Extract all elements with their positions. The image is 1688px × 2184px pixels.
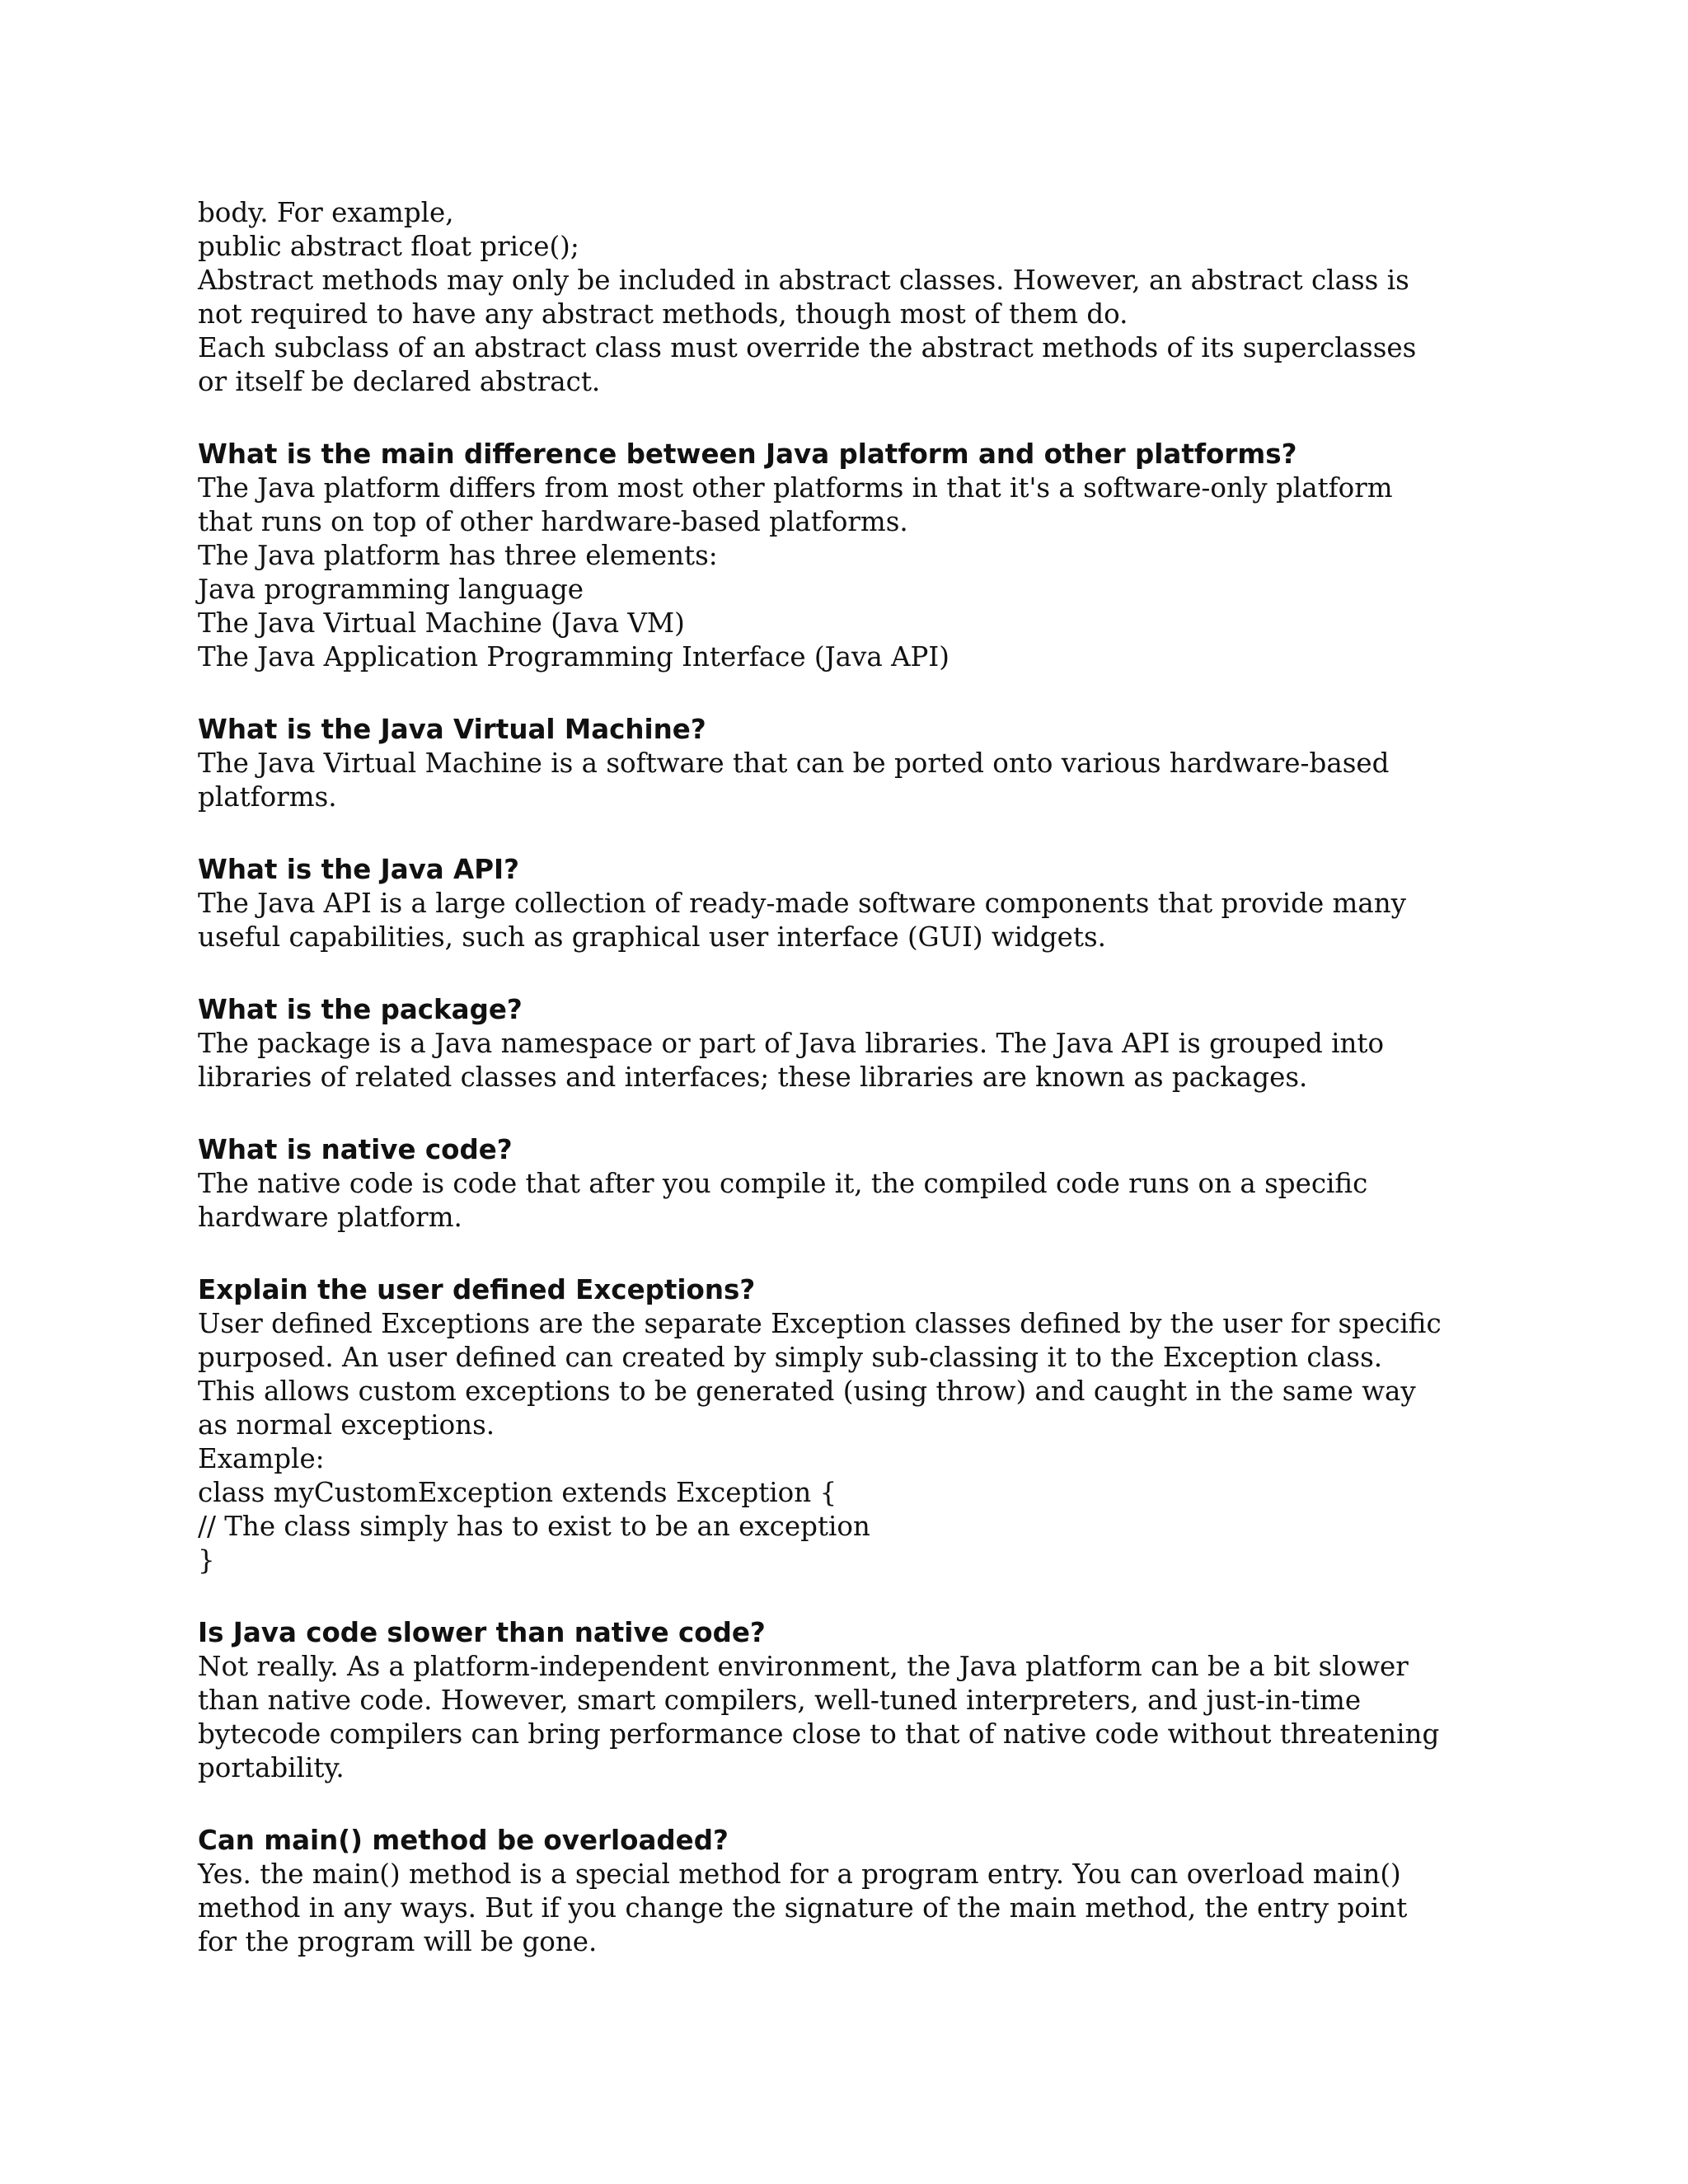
answer-line: The package is a Java namespace or part of Java libraries. The Java API is grouped into (198, 1028, 1385, 1059)
body-line: body. For example, (198, 197, 454, 228)
body-line: or itself be declared abstract. (198, 366, 601, 397)
qa-main-overload (198, 1824, 1525, 1959)
answer-line: as normal exceptions. (198, 1409, 495, 1441)
question-heading: What is native code? (198, 1134, 513, 1165)
code-line: } (198, 1544, 215, 1576)
body-line: public abstract float price(); (198, 231, 579, 262)
section-spacer (198, 814, 1525, 853)
section-spacer (198, 954, 1525, 993)
section-spacer (198, 1577, 1525, 1616)
section-spacer (198, 1094, 1525, 1133)
code-line: // The class simply has to exist to be an exception (198, 1511, 870, 1542)
answer-line: The Java platform has three elements: (198, 540, 718, 571)
document-page (198, 196, 1525, 1959)
answer-line: that runs on top of other hardware-based platforms. (198, 506, 908, 537)
answer-line: Yes. the main() method is a special method for a program entry. You can overload main() (198, 1858, 1401, 1890)
body-line: not required to have any abstract methods, though most of them do. (198, 298, 1128, 330)
answer-line: The Java Virtual Machine is a software that can be ported onto various hardware-based (198, 748, 1390, 779)
answer-line: The Java API is a large collection of ready-made software components that provide many (198, 888, 1407, 919)
question-heading: What is the main difference between Java platform and other platforms? (198, 438, 1297, 470)
body-line: Each subclass of an abstract class must override the abstract methods of its superclasses (198, 332, 1417, 363)
answer-line: The Java Application Programming Interface (Java API) (198, 641, 950, 673)
qa-java-vm (198, 713, 1525, 814)
section-spacer (198, 1785, 1525, 1824)
section-spacer (198, 674, 1525, 713)
question-heading: What is the Java API? (198, 854, 519, 885)
answer-line: platforms. (198, 781, 337, 813)
answer-line: Java programming language (198, 574, 584, 605)
qa-java-api (198, 853, 1525, 954)
answer-line: portability. (198, 1752, 345, 1783)
question-heading: Is Java code slower than native code? (198, 1617, 766, 1648)
answer-line: Example: (198, 1443, 325, 1474)
answer-line: useful capabilities, such as graphical user interface (GUI) widgets. (198, 921, 1106, 953)
qa-package (198, 993, 1525, 1094)
answer-line: hardware platform. (198, 1202, 462, 1233)
answer-line: This allows custom exceptions to be generated (using throw) and caught in the same way (198, 1376, 1416, 1407)
question-heading: Explain the user defined Exceptions? (198, 1274, 756, 1305)
intro-paragraph (198, 196, 1525, 399)
answer-line: The Java Virtual Machine (Java VM) (198, 607, 685, 639)
answer-line: than native code. However, smart compilers, well-tuned interpreters, and just-in-time (198, 1685, 1362, 1716)
question-heading: What is the Java Virtual Machine? (198, 714, 706, 745)
qa-platform-difference (198, 438, 1525, 674)
answer-line: The Java platform differs from most other platforms in that it's a software-only platform (198, 472, 1393, 504)
qa-java-speed (198, 1616, 1525, 1785)
answer-line: libraries of related classes and interfaces; these libraries are known as packages. (198, 1062, 1308, 1093)
answer-line: for the program will be gone. (198, 1926, 598, 1957)
code-line: class myCustomException extends Exception { (198, 1477, 837, 1508)
answer-line: bytecode compilers can bring performance close to that of native code without threatening (198, 1718, 1440, 1750)
qa-native-code (198, 1133, 1525, 1235)
section-spacer (198, 399, 1525, 438)
question-heading: What is the package? (198, 994, 523, 1025)
answer-line: User defined Exceptions are the separate Exception classes defined by the user for specific (198, 1308, 1442, 1339)
answer-line: Not really. As a platform-independent environment, the Java platform can be a bit slower (198, 1651, 1409, 1682)
answer-line: The native code is code that after you compile it, the compiled code runs on a specific (198, 1168, 1368, 1199)
qa-user-exceptions (198, 1273, 1525, 1577)
section-spacer (198, 1235, 1525, 1273)
answer-line: purposed. An user defined can created by simply sub-classing it to the Exception class. (198, 1342, 1383, 1373)
body-line: Abstract methods may only be included in abstract classes. However, an abstract class is (198, 265, 1409, 296)
answer-line: method in any ways. But if you change the signature of the main method, the entry point (198, 1892, 1408, 1924)
question-heading: Can main() method be overloaded? (198, 1825, 729, 1856)
